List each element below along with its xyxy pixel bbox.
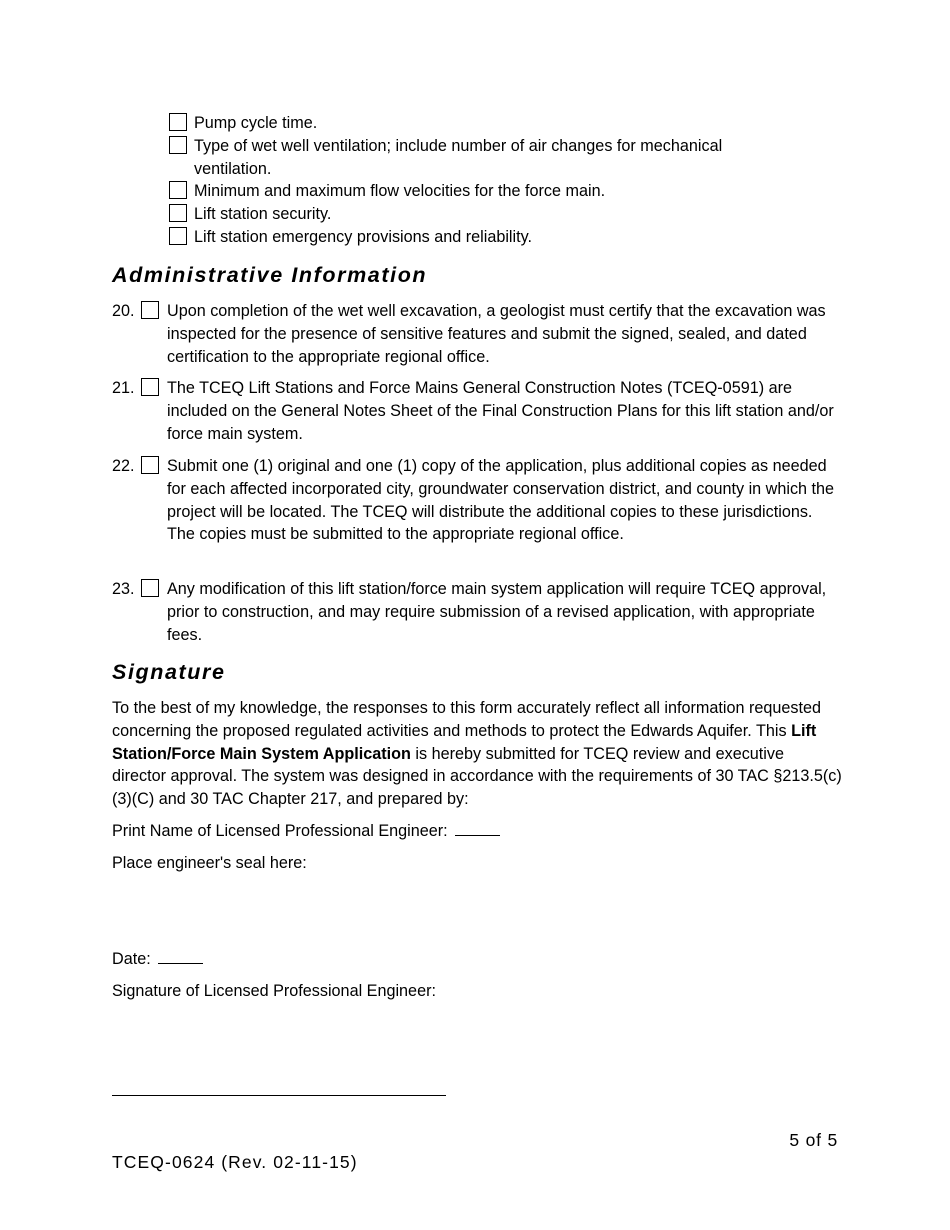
application-name: Lift Station/Force Main System Application <box>112 721 817 763</box>
admin-heading: Administrative Information <box>112 263 428 287</box>
item-text: The TCEQ Lift Stations and Force Mains General Construction Notes (TCEQ-0591) are included on the General Notes Sheet of the Final Construction Plans for this lift station and/or force main system. <box>167 379 834 443</box>
checklist-label: Lift station emergency provisions and reliability. <box>194 228 533 246</box>
item-number: 21. <box>112 379 135 397</box>
checkbox[interactable] <box>141 579 159 597</box>
item-text: Submit one (1) original and one (1) copy of the application, plus additional copies as needed for each affected incorporated city, groundwater conservation district, and county in which the project will be located. The TCEQ will distribute the additional copies to these jurisdictions. The copies must be submitted to the appropriate regional office. <box>167 457 835 544</box>
checkbox[interactable] <box>141 301 159 319</box>
date-field[interactable] <box>158 949 203 964</box>
checklist-item-pump-cycle <box>169 112 799 135</box>
checkbox[interactable] <box>169 204 187 222</box>
statement-text-continued: is hereby submitted for TCEQ review and executive director approval. The system was designed in accordance with the requirements of 30 TAC §213.5(c)(3)(C) and 30 TAC Chapter 217, and prepared by: <box>112 744 842 809</box>
admin-item-22 <box>112 455 842 570</box>
print-name-label: Print Name of Licensed Professional Engineer: <box>112 822 448 840</box>
checklist-item-security <box>169 203 799 226</box>
checklist-label: Pump cycle time. <box>194 114 318 132</box>
page-number: 5 of 5 <box>789 1130 838 1150</box>
item-number: 20. <box>112 302 135 320</box>
checkbox[interactable] <box>169 181 187 199</box>
seal-label: Place engineer's seal here: <box>112 854 307 872</box>
statement-text: To the best of my knowledge, the responses to this form accurately reflect all information requested concerning the proposed regulated activities and methods to protect the Edwards Aquifer. This <box>112 699 822 740</box>
admin-item-20 <box>112 300 842 370</box>
print-name-row <box>112 820 842 843</box>
checklist-item-wet-well-ventilation <box>169 135 799 181</box>
checkbox[interactable] <box>169 113 187 131</box>
item-number: 22. <box>112 457 135 475</box>
form-id: TCEQ-0624 (Rev. 02-11-15) <box>112 1152 358 1172</box>
date-label: Date: <box>112 950 151 968</box>
signature-label: Signature of Licensed Professional Engineer: <box>112 982 436 1000</box>
admin-item-23 <box>112 578 842 648</box>
date-row <box>112 948 842 971</box>
checklist-item-emergency-provisions <box>169 226 799 249</box>
item-number: 23. <box>112 580 135 598</box>
checkbox[interactable] <box>141 456 159 474</box>
checklist-label: Lift station security. <box>194 205 332 223</box>
checkbox[interactable] <box>141 378 159 396</box>
print-name-field[interactable] <box>455 821 500 836</box>
checklist-label: Type of wet well ventilation; include number of air changes for mechanical ventilation. <box>194 137 723 178</box>
checkbox[interactable] <box>169 227 187 245</box>
checkbox[interactable] <box>169 136 187 154</box>
signature-heading: Signature <box>112 660 226 684</box>
admin-item-21 <box>112 377 842 447</box>
item-text: Upon completion of the wet well excavation, a geologist must certify that the excavation was inspected for the presence of sensitive features and submit the signed, sealed, and dated certification to the appropriate regional office. <box>167 302 826 366</box>
signature-line[interactable] <box>112 1095 446 1096</box>
checklist-label: Minimum and maximum flow velocities for the force main. <box>194 182 606 200</box>
signature-statement <box>112 697 842 811</box>
checklist-item-flow-velocities <box>169 180 799 203</box>
item-text: Any modification of this lift station/force main system application will require TCEQ approval, prior to construction, and may require submission of a revised application, with appropriate fees. <box>167 580 827 644</box>
